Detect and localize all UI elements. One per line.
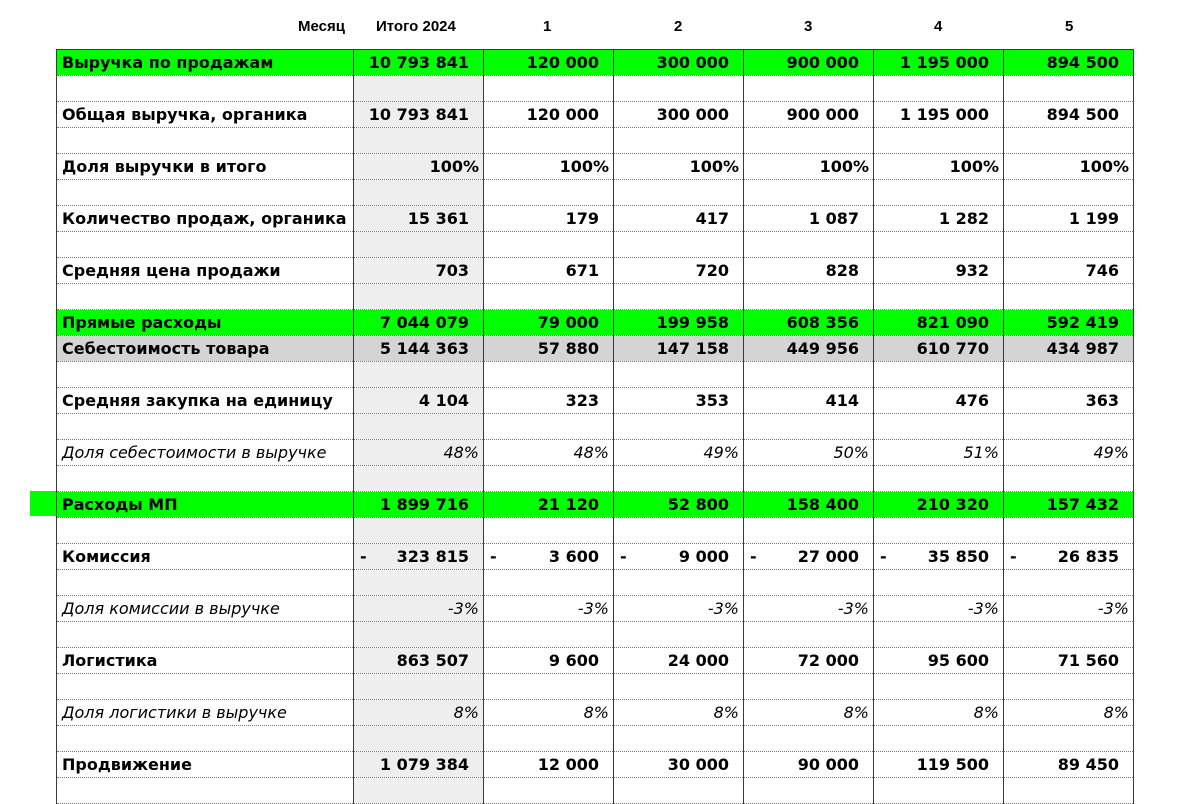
spacer-row	[57, 232, 1134, 258]
spacer-row	[57, 128, 1134, 154]
table-row	[57, 50, 1134, 76]
cell-value[interactable]: 49%	[1004, 440, 1134, 466]
cell-value[interactable]: 72 000	[744, 648, 874, 674]
cell-value[interactable]: 353	[614, 388, 744, 414]
minus-sign: -	[1010, 547, 1017, 566]
cell-total[interactable]: 100%	[354, 154, 484, 180]
cell-value[interactable]: 720	[614, 258, 744, 284]
cell-value[interactable]: 119 500	[874, 752, 1004, 778]
cell-value[interactable]: 900 000	[744, 50, 874, 76]
cell-value[interactable]: 52 800	[614, 492, 744, 518]
cell-value[interactable]	[614, 544, 744, 570]
spacer-row	[57, 466, 1134, 492]
cell-value[interactable]: 158 400	[744, 492, 874, 518]
cell-value[interactable]: -3%	[1004, 596, 1134, 622]
cell-amount: 9 000	[678, 547, 729, 566]
cell-value[interactable]	[874, 544, 1004, 570]
row-label: Расходы МП	[57, 492, 354, 518]
cell-value[interactable]: 199 958	[614, 310, 744, 336]
cell-total[interactable]: 15 361	[354, 206, 484, 232]
cell-value[interactable]: 79 000	[484, 310, 614, 336]
cell-total[interactable]: 48%	[354, 440, 484, 466]
cell-value[interactable]: 179	[484, 206, 614, 232]
cell-total[interactable]: 1 079 384	[354, 752, 484, 778]
cell-value[interactable]: -3%	[874, 596, 1004, 622]
cell-total[interactable]: 8%	[354, 700, 484, 726]
header-total: Итого 2024	[376, 18, 456, 35]
table-row	[57, 700, 1134, 726]
cell-value[interactable]: 71 560	[1004, 648, 1134, 674]
row-label: Прямые расходы	[57, 310, 354, 336]
table-row	[57, 154, 1134, 180]
minus-sign: -	[490, 547, 497, 566]
spacer-row	[57, 284, 1134, 310]
cell-value[interactable]: 95 600	[874, 648, 1004, 674]
cell-value[interactable]: 100%	[614, 154, 744, 180]
cell-value[interactable]: 90 000	[744, 752, 874, 778]
minus-sign: -	[880, 547, 887, 566]
cell-value[interactable]: 894 500	[1004, 50, 1134, 76]
minus-sign: -	[750, 547, 757, 566]
cell-value[interactable]: 1 282	[874, 206, 1004, 232]
cell-value[interactable]: 417	[614, 206, 744, 232]
cell-total[interactable]: 863 507	[354, 648, 484, 674]
spacer-row	[57, 570, 1134, 596]
cell-value[interactable]	[1004, 544, 1134, 570]
cell-value[interactable]: 8%	[874, 700, 1004, 726]
cell-amount: 3 600	[548, 547, 599, 566]
cell-value[interactable]: 57 880	[484, 336, 614, 362]
cell-value[interactable]: 1 087	[744, 206, 874, 232]
table-row	[57, 336, 1134, 362]
pnl-table	[56, 49, 1134, 804]
cell-total[interactable]: 1 899 716	[354, 492, 484, 518]
cell-value[interactable]: 476	[874, 388, 1004, 414]
cell-value[interactable]: 50%	[744, 440, 874, 466]
cell-value[interactable]: 608 356	[744, 310, 874, 336]
spacer-row	[57, 518, 1134, 544]
row-label: Логистика	[57, 648, 354, 674]
table-row	[57, 596, 1134, 622]
header-month-4: 4	[934, 18, 943, 35]
cell-value[interactable]	[484, 544, 614, 570]
header-month-2: 2	[674, 18, 683, 35]
row-label: Средняя закупка на единицу	[57, 388, 354, 414]
cell-value[interactable]: 100%	[874, 154, 1004, 180]
spacer-row	[57, 726, 1134, 752]
cell-value[interactable]: -3%	[614, 596, 744, 622]
cell-value[interactable]: 323	[484, 388, 614, 414]
cell-total[interactable]: 703	[354, 258, 484, 284]
cell-value[interactable]: 821 090	[874, 310, 1004, 336]
table-row	[57, 544, 1134, 570]
cell-value[interactable]: 48%	[484, 440, 614, 466]
row-label: Комиссия	[57, 544, 354, 570]
table-row	[57, 440, 1134, 466]
cell-total[interactable]: 7 044 079	[354, 310, 484, 336]
cell-amount: 27 000	[797, 547, 859, 566]
cell-value[interactable]: 449 956	[744, 336, 874, 362]
row-label: Себестоимость товара	[57, 336, 354, 362]
cell-value[interactable]: 592 419	[1004, 310, 1134, 336]
cell-value[interactable]: 147 158	[614, 336, 744, 362]
header-month-1: 1	[543, 18, 552, 35]
cell-value[interactable]: 120 000	[484, 102, 614, 128]
cell-total[interactable]: 10 793 841	[354, 50, 484, 76]
cell-value[interactable]: 610 770	[874, 336, 1004, 362]
cell-total[interactable]: 10 793 841	[354, 102, 484, 128]
spacer-row	[57, 362, 1134, 388]
cell-value[interactable]: 894 500	[1004, 102, 1134, 128]
table-row	[57, 388, 1134, 414]
cell-value[interactable]: 363	[1004, 388, 1134, 414]
row-label: Количество продаж, органика	[57, 206, 354, 232]
cell-value[interactable]: 210 320	[874, 492, 1004, 518]
cell-value[interactable]: 8%	[1004, 700, 1134, 726]
cell-value[interactable]: 9 600	[484, 648, 614, 674]
cell-value[interactable]: 414	[744, 388, 874, 414]
cell-value[interactable]: 900 000	[744, 102, 874, 128]
cell-value[interactable]: 828	[744, 258, 874, 284]
row-label: Общая выручка, органика	[57, 102, 354, 128]
cell-amount: 35 850	[927, 547, 989, 566]
cell-value[interactable]: 1 199	[1004, 206, 1134, 232]
spacer-row	[57, 180, 1134, 206]
cell-value[interactable]: 157 432	[1004, 492, 1134, 518]
table-row	[57, 102, 1134, 128]
cell-value[interactable]: -3%	[744, 596, 874, 622]
cell-value[interactable]: 300 000	[614, 50, 744, 76]
cell-value[interactable]: 746	[1004, 258, 1134, 284]
header-month: Месяц	[298, 18, 345, 35]
row-label: Доля выручки в итого	[57, 154, 354, 180]
row-label: Выручка по продажам	[57, 50, 354, 76]
minus-sign: -	[360, 547, 367, 566]
cell-total[interactable]: 5 144 363	[354, 336, 484, 362]
cell-value[interactable]: 8%	[744, 700, 874, 726]
header-month-5: 5	[1065, 18, 1074, 35]
table-row	[57, 258, 1134, 284]
cell-amount: 26 835	[1057, 547, 1119, 566]
cell-value[interactable]: 100%	[1004, 154, 1134, 180]
spacer-row	[57, 414, 1134, 440]
table-row	[57, 206, 1134, 232]
table-row	[57, 492, 1134, 518]
spacer-row	[57, 622, 1134, 648]
row-label: Доля логистики в выручке	[57, 700, 354, 726]
table-row	[57, 310, 1134, 336]
cell-value[interactable]: 1 195 000	[874, 50, 1004, 76]
minus-sign: -	[620, 547, 627, 566]
cell-value[interactable]: 8%	[614, 700, 744, 726]
spacer-row	[57, 674, 1134, 700]
row-label: Средняя цена продажи	[57, 258, 354, 284]
row-label: Доля себестоимости в выручке	[57, 440, 354, 466]
cell-value[interactable]: 120 000	[484, 50, 614, 76]
cell-value[interactable]: 671	[484, 258, 614, 284]
cell-value[interactable]: 300 000	[614, 102, 744, 128]
cell-value[interactable]: 21 120	[484, 492, 614, 518]
table-row	[57, 752, 1134, 778]
cell-value[interactable]: 8%	[484, 700, 614, 726]
row-label: Продвижение	[57, 752, 354, 778]
header-month-3: 3	[804, 18, 813, 35]
cell-value[interactable]: 30 000	[614, 752, 744, 778]
cell-value[interactable]: 12 000	[484, 752, 614, 778]
cell-value[interactable]: 49%	[614, 440, 744, 466]
row-label: Доля комиссии в выручке	[57, 596, 354, 622]
cell-value[interactable]: 1 195 000	[874, 102, 1004, 128]
cell-amount: 323 815	[396, 547, 469, 566]
cell-value[interactable]: 24 000	[614, 648, 744, 674]
spacer-row	[57, 76, 1134, 102]
table-row	[57, 648, 1134, 674]
cell-total[interactable]: -3%	[354, 596, 484, 622]
cell-value[interactable]: 51%	[874, 440, 1004, 466]
cell-total[interactable]	[354, 544, 484, 570]
cell-value[interactable]: 100%	[484, 154, 614, 180]
cell-value[interactable]: 434 987	[1004, 336, 1134, 362]
row-highlight-extension	[30, 491, 57, 516]
cell-value[interactable]	[744, 544, 874, 570]
cell-value[interactable]: 89 450	[1004, 752, 1134, 778]
cell-value[interactable]: 932	[874, 258, 1004, 284]
cell-value[interactable]: -3%	[484, 596, 614, 622]
cell-total[interactable]: 4 104	[354, 388, 484, 414]
cell-value[interactable]: 100%	[744, 154, 874, 180]
